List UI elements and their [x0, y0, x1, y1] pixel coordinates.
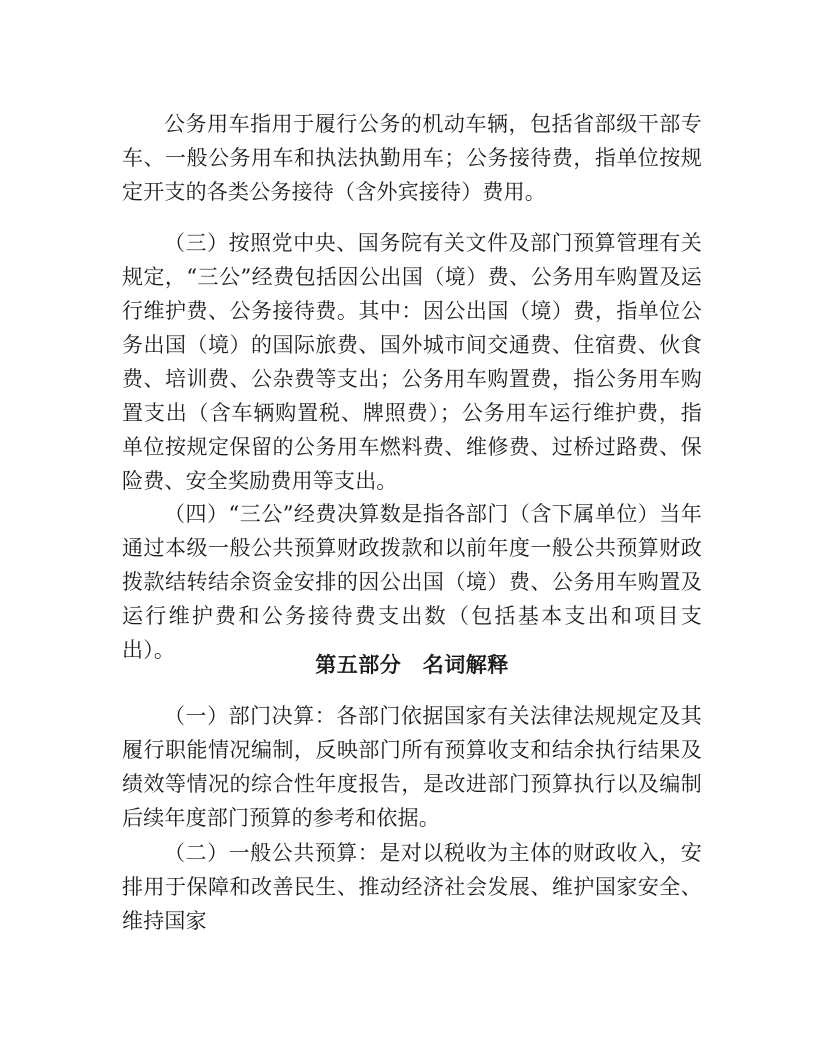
paragraph-general-public-budget: （二）一般公共预算：是对以税收为主体的财政收入，安排用于保障和改善民生、推动经济社会发展、维护国家安全、维持国家	[122, 841, 702, 933]
paragraph-vehicle-definition: 公务用车指用于履行公务的机动车辆，包括省部级干部专车、一般公务用车和执法执勤用车；公务接待费，指单位按规定开支的各类公务接待（含外宾接待）费用。	[122, 112, 702, 204]
paragraph-three-expenses-scope: （三）按照党中央、国务院有关文件及部门预算管理有关规定，“三公”经费包括因公出国（境）费、公务用车购置及运行维护费、公务接待费。其中：因公出国（境）费，指单位公务出国（境）的国际旅费、国外城市间交通费、住宿费、伙食费、培训费、公杂费等支出；公务用车购置费，指公务用车购置支出（含车辆购置税、牌照费）；公务用车运行维护费，指单位按规定保留的公务用车燃料费、维修费、过桥过路费、保险费、安全奖励费用等支出。	[122, 231, 702, 493]
paragraph-department-final-accounts: （一）部门决算：各部门依据国家有关法律法规规定及其履行职能情况编制，反映部门所有预算收支和结余执行结果及绩效等情况的综合性年度报告，是改进部门预算执行以及编制后续年度部门预算的参考和依据。	[122, 704, 702, 830]
section-heading: 第五部分 名词解释	[315, 653, 509, 677]
paragraph-three-expenses-final-accounts: （四）“三公”经费决算数是指各部门（含下属单位）当年通过本级一般公共预算财政拨款和以前年度一般公共预算财政拨款结转结余资金安排的因公出国（境）费、公务用车购置及运行维护费和公务接待费支出数（包括基本支出和项目支出）。	[122, 502, 702, 662]
